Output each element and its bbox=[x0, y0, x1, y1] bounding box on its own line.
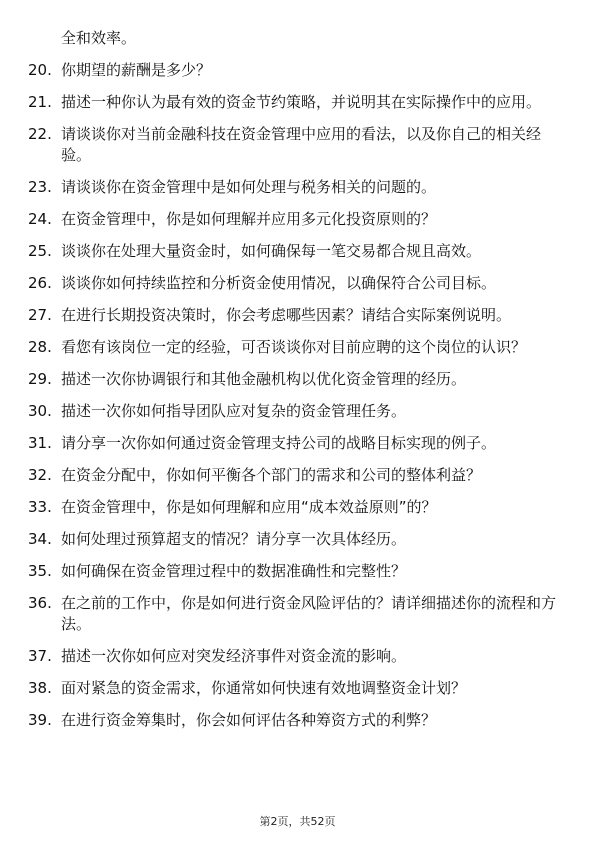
question-number: 20. bbox=[28, 61, 52, 79]
question-text: 在资金管理中，你是如何理解并应用多元化投资原则的？ bbox=[61, 210, 437, 228]
question-item bbox=[28, 646, 568, 667]
question-number: 26. bbox=[28, 274, 52, 292]
question-item bbox=[28, 401, 568, 422]
question-number: 33. bbox=[28, 498, 52, 516]
question-text: 如何确保在资金管理过程中的数据准确性和完整性？ bbox=[61, 562, 407, 580]
question-number: 31. bbox=[28, 434, 52, 452]
question-text: 在进行资金筹集时，你会如何评估各种筹资方式的利弊？ bbox=[61, 711, 437, 729]
page-footer: 第2页，共52页 bbox=[259, 815, 336, 828]
question-text: 你期望的薪酬是多少？ bbox=[61, 61, 212, 79]
question-text: 描述一种你认为最有效的资金节约策略，并说明其在实际操作中的应用。 bbox=[61, 93, 542, 111]
question-text: 请谈谈你在资金管理中是如何处理与税务相关的问题的。 bbox=[61, 178, 437, 196]
question-item bbox=[28, 209, 568, 230]
question-item bbox=[28, 497, 568, 518]
question-text: 在资金分配中，你如何平衡各个部门的需求和公司的整体利益？ bbox=[61, 466, 482, 484]
question-list bbox=[28, 28, 568, 742]
question-number: 23. bbox=[28, 178, 52, 196]
question-text: 请谈谈你对当前金融科技在资金管理中应用的看法，以及你自己的相关经验。 bbox=[61, 125, 542, 164]
question-text: 看您有该岗位一定的经验，可否谈谈你对目前应聘的这个岗位的认识？ bbox=[61, 338, 527, 356]
question-item bbox=[28, 678, 568, 699]
question-text: 描述一次你协调银行和其他金融机构以优化资金管理的经历。 bbox=[61, 370, 467, 388]
question-number: 27. bbox=[28, 306, 52, 324]
question-item bbox=[28, 177, 568, 198]
question-item bbox=[28, 561, 568, 582]
question-item bbox=[28, 305, 568, 326]
question-number: 29. bbox=[28, 370, 52, 388]
question-item bbox=[28, 337, 568, 358]
question-text: 谈谈你在处理大量资金时，如何确保每一笔交易都合规且高效。 bbox=[61, 242, 482, 260]
question-number: 34. bbox=[28, 530, 52, 548]
question-number: 35. bbox=[28, 562, 52, 580]
question-number: 32. bbox=[28, 466, 52, 484]
question-number: 25. bbox=[28, 242, 52, 260]
question-number: 21. bbox=[28, 93, 52, 111]
question-item bbox=[28, 92, 568, 113]
question-text: 如何处理过预算超支的情况？请分享一次具体经历。 bbox=[61, 530, 407, 548]
continuation-text: 全和效率。 bbox=[61, 29, 137, 47]
question-item bbox=[28, 241, 568, 262]
question-text: 请分享一次你如何通过资金管理支持公司的战略目标实现的例子。 bbox=[61, 434, 497, 452]
question-number: 37. bbox=[28, 647, 52, 665]
question-number: 30. bbox=[28, 402, 52, 420]
question-item bbox=[28, 529, 568, 550]
question-item bbox=[28, 433, 568, 454]
question-items bbox=[28, 60, 568, 731]
question-item bbox=[28, 710, 568, 731]
question-item bbox=[28, 273, 568, 294]
question-item bbox=[28, 60, 568, 81]
question-item bbox=[28, 124, 568, 166]
question-text: 面对紧急的资金需求，你通常如何快速有效地调整资金计划？ bbox=[61, 679, 467, 697]
question-text: 描述一次你如何指导团队应对复杂的资金管理任务。 bbox=[61, 402, 407, 420]
question-item bbox=[28, 593, 568, 635]
question-number: 36. bbox=[28, 594, 52, 612]
question-number: 24. bbox=[28, 210, 52, 228]
question-number: 22. bbox=[28, 125, 52, 143]
question-number: 39. bbox=[28, 711, 52, 729]
question-text: 在进行长期投资决策时，你会考虑哪些因素？请结合实际案例说明。 bbox=[61, 306, 512, 324]
question-text: 在资金管理中，你是如何理解和应用“成本效益原则”的？ bbox=[61, 498, 437, 516]
question-text: 谈谈你如何持续监控和分析资金使用情况，以确保符合公司目标。 bbox=[61, 274, 497, 292]
question-text: 描述一次你如何应对突发经济事件对资金流的影响。 bbox=[61, 647, 407, 665]
question-number: 28. bbox=[28, 338, 52, 356]
question-item bbox=[28, 465, 568, 486]
question-item bbox=[28, 369, 568, 390]
question-number: 38. bbox=[28, 679, 52, 697]
question-text: 在之前的工作中，你是如何进行资金风险评估的？请详细描述你的流程和方法。 bbox=[61, 594, 557, 633]
